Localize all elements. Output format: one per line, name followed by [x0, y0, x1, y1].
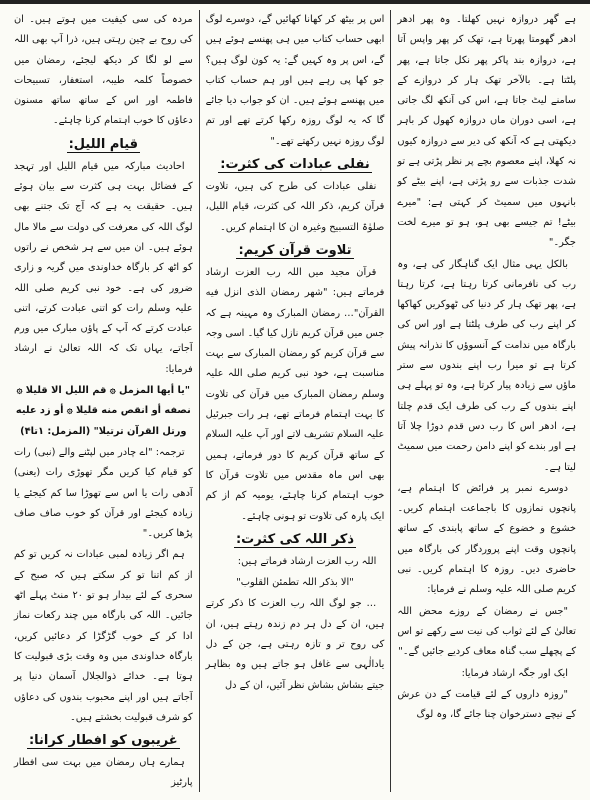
- column-middle: [200, 6, 391, 796]
- quran-quote: "الا بذکر اللہ تطمئن القلوب": [236, 577, 354, 589]
- section-heading: نفلی عبادات کی کثرت:: [220, 157, 370, 173]
- paragraph: ہمارے ہاں رمضان میں بہت سی افطار پارٹیز: [13, 757, 193, 789]
- quran-verse: "یا أیها المزمل ۞ قم اللیل الا قلیلا ۞ نصفه أو انقص منه قلیلا ۞ أو زد علیه ورتل القرآن ترتیلا" (المزمل: ۱تا۴): [15, 385, 191, 437]
- section-heading: قیام اللیل:: [68, 136, 139, 152]
- column-left: [8, 6, 199, 796]
- column-right: [391, 6, 582, 796]
- paragraph: ایک اور جگہ ارشاد فرمایا:: [461, 667, 568, 679]
- section-heading: تلاوت قرآن کریم:: [238, 242, 352, 258]
- top-rule: [0, 0, 590, 4]
- section-heading: غریبوں کو افطار کرانا:: [28, 733, 178, 749]
- paragraph: اللہ رب العزت ارشاد فرماتے ہیں:: [237, 555, 377, 567]
- paragraph: … جو لوگ اللہ رب العزت کا ذکر کرتے ہیں، ان کے دل ہر دم زندہ رہتے ہیں، ان کی روح تر و تازہ رہتی ہے، جن کے دل یادالٰہی سے غافل ہو جاتے ہیں وہ بظاہر جیتے بشاش بشاش نظر آئیں، ان کے دل: [205, 598, 385, 691]
- paragraph: قرآن مجید میں اللہ رب العزت ارشاد فرماتے ہیں: "شھر رمضان الذی انزل فیه القرآن"… رمضان المبارک وہ مہینہ ہے کہ جس میں قرآن کریم نازل کیا گیا۔ اسی وجہ سے قرآن کریم کو رمضان المبارک سے بہت مناسبت ہے، خود نبی کریم صلی اللہ علیہ وسلم رمضان المبارک میں قرآن کی تلاوت کا بہت اہتمام فرماتے تھے، ہر رات جبرئیل علیہ السلام تشریف لاتے اور آپ علیہ السلام کے ساتھ قرآن کریم کا دور فرماتے، ہمیں بھی اس ماہ مقدس میں تلاوت قرآن کا خوب اہتمام کرنا چاہئے، یومیہ کم از کم ایک پارہ کی تلاوت تو ہونی چاہئے۔: [205, 266, 385, 522]
- paragraph: اس پر بیٹھ کر کھانا کھائیں گے، دوسرے لوگ ابھی حساب کتاب میں ہی پھنسے ہوئے ہیں گے، اس پر وہ کہیں گے: یہ کون لوگ ہیں؟ جو کھا پی رہے ہیں اور ہم حساب کتاب میں پھنسے ہوئے ہیں۔ ان کو جواب دیا جائے گا کہ یہ لوگ روزہ رکھا کرتے تھے اور تم لوگ روزہ نہیں رکھتے تھے۔": [205, 14, 385, 147]
- paragraph: ہم اگر زیادہ لمبی عبادات نہ کریں تو کم از کم اتنا تو کر سکتے ہیں کہ صبح کے سحری کے لئے بیدار ہو تو ۲۰ منٹ پہلے اٹھ جائیں۔ اللہ کی بارگاہ میں چند رکعات نماز ادا کر کے خوب گڑگڑا کر دعائیں کریں، بارگاہ خداوندی میں وہ وقت بڑی قبولیت کا ہوتا ہے۔ خدائے ذوالجلال آسمان دنیا پر آجاتے ہیں اور اپنے محبوب بندوں کی دعاؤں کو شرف قبولیت بخشتے ہیں۔: [13, 549, 193, 723]
- hadith-quote: "روزہ داروں کے لئے قیامت کے دن عرش کے نیچے دسترخوان چنا جائے گا، وہ لوگ: [397, 688, 576, 721]
- column-divider: [199, 10, 200, 792]
- section-heading: ذکر اللہ کی کثرت:: [235, 531, 355, 547]
- paragraph: مردہ کی سی کیفیت میں ہوتے ہیں۔ ان کی روح بے چین رہتی ہیں، ذرا آپ بھی اللہ سے لو لگا کر دیکھ لیجئے، رمضان میں خصوصاً کلمہ طیبہ، استغفار، تسبیحات فاطمہ اور اس کے ساتھ ساتھ مسنون دعاؤں کا خوب اہتمام کرنا چاہئے۔: [13, 14, 193, 127]
- column-divider: [390, 10, 391, 792]
- hadith-quote: "جس نے رمضان کے روزے محض اللہ تعالیٰ کے لئے ثواب کی نیت سے رکھے تو اس کے پچھلے سب گناہ معاف کردیے جائیں گے۔": [397, 605, 576, 658]
- paragraph: بالکل یہی مثال ایک گناہگار کی ہے، وہ رب کی نافرمانی کرتا رہتا ہے، کرتا رہتا ہے، پھر تھک ہار کر دنیا کی ٹھوکریں کھاکھا کر اپنے رب کی طرف پلٹتا ہے اور اس کی بارگاہ میں ندامت کے آنسوؤں کا نذرانہ پیش کرتا ہے تو میرا رب اپنے بندوں سے ستر ماؤں سے زیادہ پیار کرتا ہے، وہ تو پہلے ہی اپنے بندوں کے رب کی طرف ایک قدم چلتا ہے، ادھر اس کا رب دس قدم دوڑا چلا آتا ہے اور بندے کو اپنے دامن رحمت میں سمیٹ لیتا ہے۔: [397, 258, 576, 473]
- paragraph: ترجمہ: "اے چادر میں لپٹنے والے (نبی) رات کو قیام کیا کریں مگر تھوڑی رات (یعنی) آدھی رات یا اس سے تھوڑا سا کم کیجئے یا زیادہ کیجئے اور قرآن کو خوب صاف صاف پڑھا کریں۔": [13, 446, 193, 540]
- paragraph: ہے گھر دروازہ نہیں کھلتا۔ وہ پھر ادھر ادھر گھومتا پھرتا ہے، تھک کر پھر واپس آتا ہے، دروازہ بند پاکر پھر نکل جاتا ہے، پھر پلٹتا ہے۔ بالآخر تھک ہار کر دروازے کے سامنے لیٹ جاتا ہے، اس کی آنکھ لگ جاتی ہے، اسی دوران ماں دروازہ کھول کر باہر دیکھتی ہے کہ آنکھ کی دیر سے دروازہ کیوں نہ کھلا، اپنے معصوم بچے پر نظر پڑتی ہے تو شدت جذبات سے رو پڑتی ہے، اپنے بیٹے کو بانہوں میں سمیٹ کر کہتی ہے: "میرے بیٹے! تم جیسے بھی ہو، ہو تو میرے لخت جگر۔": [397, 14, 576, 249]
- columns: [8, 6, 582, 796]
- paragraph: احادیث مبارکہ میں قیام اللیل اور تہجد کے فضائل بہت ہی کثرت سے بیان ہوئے ہیں۔ حقیقت یہ ہے کہ آج تک جتنے بھی لوگ اللہ کی معرفت کی دولت سے مالا مال ہوئے ہیں۔ ان میں سے ہر شخص نے راتوں کو اٹھ کر بارگاہ خداوندی میں گریہ و زاری ضرور کی ہے۔ خود نبی کریم صلی اللہ علیہ وسلم رات کو اتنی عبادت کرتے، اتنی عبادت کرتے کہ آپ کے پاؤں مبارک میں ورم آجاتے، یہاں تک کہ اللہ تعالیٰ نے ارشاد فرمایا:: [13, 160, 193, 375]
- paragraph: نفلی عبادات کی طرح کی ہیں، تلاوت قرآن کریم، ذکر اللہ کی کثرت، قیام اللیل، صلوٰۃ التسبیح وغیرہ ان کا اہتمام کریں۔: [205, 181, 385, 233]
- paragraph: دوسرے نمبر پر فرائض کا اہتمام ہے، پانچوں نمازوں کا باجماعت اہتمام کریں۔ خشوع و خضوع کے ساتھ پابندی کے ساتھ پانچوں وقت اپنے پروردگار کی بارگاہ میں حاضری دیں۔ روزہ کا اہتمام کریں۔ نبی کریم صلی اللہ علیہ وسلم نے فرمایا:: [397, 482, 576, 596]
